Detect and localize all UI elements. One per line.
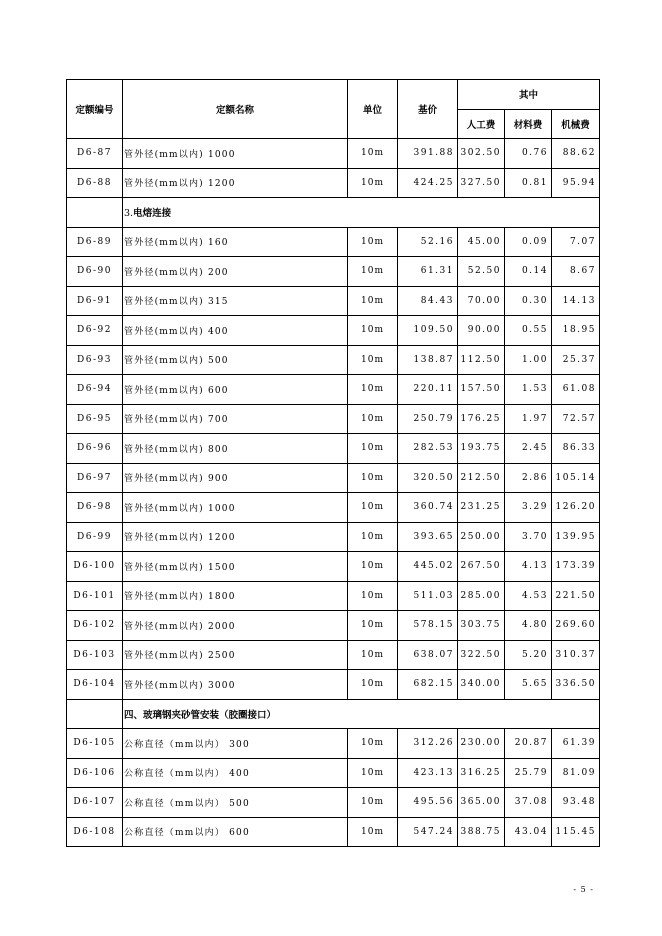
cell-machine: 93.48 <box>552 788 600 818</box>
cell-name: 管外径(mm以内) 200 <box>123 257 348 287</box>
cell-material: 1.53 <box>505 375 552 405</box>
cell-name: 管外径(mm以内) 1000 <box>123 139 348 169</box>
cell-machine: 173.39 <box>552 552 600 582</box>
cell-code: D6-89 <box>67 227 123 257</box>
section-row <box>67 699 600 729</box>
cell-code: D6-90 <box>67 257 123 287</box>
cell-code: D6-107 <box>67 788 123 818</box>
cell-machine: 18.95 <box>552 316 600 346</box>
cell-machine: 310.37 <box>552 640 600 670</box>
cell-unit: 10m <box>348 168 398 198</box>
section-code-cell <box>67 699 123 729</box>
cell-name: 管外径(mm以内) 2000 <box>123 611 348 641</box>
table-row <box>67 522 600 552</box>
cell-unit: 10m <box>348 817 398 847</box>
section-number: 3. <box>124 208 134 220</box>
cell-unit: 10m <box>348 375 398 405</box>
cell-labor: 230.00 <box>458 729 505 759</box>
cell-code: D6-108 <box>67 817 123 847</box>
cell-material: 3.29 <box>505 493 552 523</box>
cell-labor: 327.50 <box>458 168 505 198</box>
cell-material: 4.13 <box>505 552 552 582</box>
cell-code: D6-87 <box>67 139 123 169</box>
cell-labor: 250.00 <box>458 522 505 552</box>
cell-labor: 285.00 <box>458 581 505 611</box>
cell-labor: 302.50 <box>458 139 505 169</box>
table-row <box>67 670 600 700</box>
cell-unit: 10m <box>348 345 398 375</box>
section-title-text: 电熔连接 <box>133 208 172 220</box>
cell-code: D6-106 <box>67 758 123 788</box>
section-code-cell <box>67 198 123 228</box>
cell-material: 0.30 <box>505 286 552 316</box>
cell-labor: 212.50 <box>458 463 505 493</box>
table-row <box>67 758 600 788</box>
table-row <box>67 788 600 818</box>
cell-code: D6-97 <box>67 463 123 493</box>
cell-labor: 365.00 <box>458 788 505 818</box>
cell-unit: 10m <box>348 581 398 611</box>
cell-machine: 336.50 <box>552 670 600 700</box>
table-row <box>67 168 600 198</box>
cell-labor: 90.00 <box>458 316 505 346</box>
cell-code: D6-105 <box>67 729 123 759</box>
cell-labor: 267.50 <box>458 552 505 582</box>
cell-name: 管外径(mm以内) 2500 <box>123 640 348 670</box>
cell-labor: 388.75 <box>458 817 505 847</box>
cell-name: 管外径(mm以内) 400 <box>123 316 348 346</box>
cell-labor: 303.75 <box>458 611 505 641</box>
cell-name: 公称直径（mm以内） 400 <box>123 758 348 788</box>
cell-base-price: 360.74 <box>398 493 458 523</box>
cell-unit: 10m <box>348 788 398 818</box>
cell-machine: 25.37 <box>552 345 600 375</box>
cell-material: 5.20 <box>505 640 552 670</box>
section-title-text: 四、玻璃钢夹砂管安装（胶圈接口） <box>124 709 277 721</box>
cell-machine: 126.20 <box>552 493 600 523</box>
cell-name: 管外径(mm以内) 600 <box>123 375 348 405</box>
cell-base-price: 282.53 <box>398 434 458 464</box>
header-code: 定额编号 <box>67 80 123 139</box>
cell-machine: 72.57 <box>552 404 600 434</box>
cell-base-price: 250.79 <box>398 404 458 434</box>
header-material: 材料费 <box>505 109 552 139</box>
cell-material: 25.79 <box>505 758 552 788</box>
cell-material: 20.87 <box>505 729 552 759</box>
cell-base-price: 511.03 <box>398 581 458 611</box>
cell-unit: 10m <box>348 493 398 523</box>
cell-labor: 316.25 <box>458 758 505 788</box>
table-row <box>67 434 600 464</box>
cell-base-price: 52.16 <box>398 227 458 257</box>
cell-name: 公称直径（mm以内） 500 <box>123 788 348 818</box>
cell-name: 管外径(mm以内) 1000 <box>123 493 348 523</box>
cell-unit: 10m <box>348 316 398 346</box>
cell-base-price: 638.07 <box>398 640 458 670</box>
cell-code: D6-98 <box>67 493 123 523</box>
cell-material: 0.55 <box>505 316 552 346</box>
cell-name: 管外径(mm以内) 315 <box>123 286 348 316</box>
cell-unit: 10m <box>348 227 398 257</box>
cell-unit: 10m <box>348 404 398 434</box>
table-row <box>67 286 600 316</box>
cell-labor: 176.25 <box>458 404 505 434</box>
cell-machine: 221.50 <box>552 581 600 611</box>
cell-machine: 8.67 <box>552 257 600 287</box>
cell-base-price: 445.02 <box>398 552 458 582</box>
cell-code: D6-91 <box>67 286 123 316</box>
cell-base-price: 109.50 <box>398 316 458 346</box>
cell-base-price: 138.87 <box>398 345 458 375</box>
cell-material: 2.45 <box>505 434 552 464</box>
cell-code: D6-100 <box>67 552 123 582</box>
cell-labor: 52.50 <box>458 257 505 287</box>
cell-unit: 10m <box>348 611 398 641</box>
table-row <box>67 345 600 375</box>
cell-base-price: 84.43 <box>398 286 458 316</box>
cell-base-price: 220.11 <box>398 375 458 405</box>
header-name: 定额名称 <box>123 80 348 139</box>
cell-base-price: 61.31 <box>398 257 458 287</box>
cell-base-price: 391.88 <box>398 139 458 169</box>
cell-material: 1.00 <box>505 345 552 375</box>
cell-unit: 10m <box>348 434 398 464</box>
cell-machine: 61.39 <box>552 729 600 759</box>
table-row <box>67 375 600 405</box>
table-row <box>67 404 600 434</box>
cell-base-price: 495.56 <box>398 788 458 818</box>
cell-material: 0.81 <box>505 168 552 198</box>
table-row <box>67 640 600 670</box>
cell-name: 管外径(mm以内) 1500 <box>123 552 348 582</box>
table-row <box>67 463 600 493</box>
cell-unit: 10m <box>348 522 398 552</box>
cell-base-price: 682.15 <box>398 670 458 700</box>
cell-material: 43.04 <box>505 817 552 847</box>
cell-unit: 10m <box>348 758 398 788</box>
quota-table <box>66 79 600 847</box>
cell-machine: 105.14 <box>552 463 600 493</box>
cell-material: 3.70 <box>505 522 552 552</box>
section-row <box>67 198 600 228</box>
page-number: - 5 - <box>573 885 594 894</box>
cell-code: D6-103 <box>67 640 123 670</box>
cell-labor: 112.50 <box>458 345 505 375</box>
cell-labor: 70.00 <box>458 286 505 316</box>
cell-unit: 10m <box>348 139 398 169</box>
cell-code: D6-102 <box>67 611 123 641</box>
cell-material: 0.14 <box>505 257 552 287</box>
cell-labor: 322.50 <box>458 640 505 670</box>
cell-labor: 157.50 <box>458 375 505 405</box>
cell-machine: 139.95 <box>552 522 600 552</box>
cell-machine: 88.62 <box>552 139 600 169</box>
table-row <box>67 139 600 169</box>
cell-base-price: 393.65 <box>398 522 458 552</box>
cell-name: 管外径(mm以内) 1200 <box>123 522 348 552</box>
cell-name: 管外径(mm以内) 700 <box>123 404 348 434</box>
cell-name: 管外径(mm以内) 500 <box>123 345 348 375</box>
cell-machine: 61.08 <box>552 375 600 405</box>
cell-base-price: 423.13 <box>398 758 458 788</box>
cell-name: 管外径(mm以内) 3000 <box>123 670 348 700</box>
header-machine: 机械费 <box>552 109 600 139</box>
cell-name: 公称直径（mm以内） 600 <box>123 817 348 847</box>
cell-base-price: 312.26 <box>398 729 458 759</box>
cell-labor: 340.00 <box>458 670 505 700</box>
cell-machine: 81.09 <box>552 758 600 788</box>
section-title <box>123 198 600 228</box>
cell-labor: 193.75 <box>458 434 505 464</box>
cell-material: 0.09 <box>505 227 552 257</box>
table-row <box>67 817 600 847</box>
table-row <box>67 729 600 759</box>
table-body <box>67 139 600 847</box>
cell-unit: 10m <box>348 552 398 582</box>
cell-material: 37.08 <box>505 788 552 818</box>
header-base-price: 基价 <box>398 80 458 139</box>
cell-machine: 115.45 <box>552 817 600 847</box>
cell-code: D6-99 <box>67 522 123 552</box>
cell-code: D6-94 <box>67 375 123 405</box>
cell-base-price: 547.24 <box>398 817 458 847</box>
header-of-which: 其中 <box>458 80 600 110</box>
cell-unit: 10m <box>348 257 398 287</box>
cell-base-price: 578.15 <box>398 611 458 641</box>
cell-base-price: 424.25 <box>398 168 458 198</box>
cell-material: 2.86 <box>505 463 552 493</box>
header-labor: 人工费 <box>458 109 505 139</box>
cell-code: D6-93 <box>67 345 123 375</box>
cell-code: D6-88 <box>67 168 123 198</box>
cell-name: 管外径(mm以内) 1200 <box>123 168 348 198</box>
cell-machine: 7.07 <box>552 227 600 257</box>
cell-name: 管外径(mm以内) 800 <box>123 434 348 464</box>
cell-name: 管外径(mm以内) 900 <box>123 463 348 493</box>
cell-material: 4.53 <box>505 581 552 611</box>
cell-code: D6-101 <box>67 581 123 611</box>
cell-material: 0.76 <box>505 139 552 169</box>
cell-material: 1.97 <box>505 404 552 434</box>
cell-name: 公称直径（mm以内） 300 <box>123 729 348 759</box>
cell-machine: 14.13 <box>552 286 600 316</box>
table-row <box>67 227 600 257</box>
cell-unit: 10m <box>348 286 398 316</box>
table-row <box>67 552 600 582</box>
table-header <box>67 80 600 139</box>
cell-material: 5.65 <box>505 670 552 700</box>
table-row <box>67 316 600 346</box>
table-row <box>67 257 600 287</box>
section-title <box>123 699 600 729</box>
cell-machine: 95.94 <box>552 168 600 198</box>
cell-unit: 10m <box>348 463 398 493</box>
header-unit: 单位 <box>348 80 398 139</box>
cell-unit: 10m <box>348 640 398 670</box>
cell-name: 管外径(mm以内) 160 <box>123 227 348 257</box>
cell-labor: 231.25 <box>458 493 505 523</box>
cell-code: D6-104 <box>67 670 123 700</box>
cell-machine: 86.33 <box>552 434 600 464</box>
table-row <box>67 581 600 611</box>
cell-unit: 10m <box>348 729 398 759</box>
cell-name: 管外径(mm以内) 1800 <box>123 581 348 611</box>
cell-code: D6-96 <box>67 434 123 464</box>
table-row <box>67 611 600 641</box>
cell-code: D6-95 <box>67 404 123 434</box>
cell-code: D6-92 <box>67 316 123 346</box>
table-row <box>67 493 600 523</box>
cell-base-price: 320.50 <box>398 463 458 493</box>
cell-machine: 269.60 <box>552 611 600 641</box>
cell-material: 4.80 <box>505 611 552 641</box>
cell-unit: 10m <box>348 670 398 700</box>
cell-labor: 45.00 <box>458 227 505 257</box>
